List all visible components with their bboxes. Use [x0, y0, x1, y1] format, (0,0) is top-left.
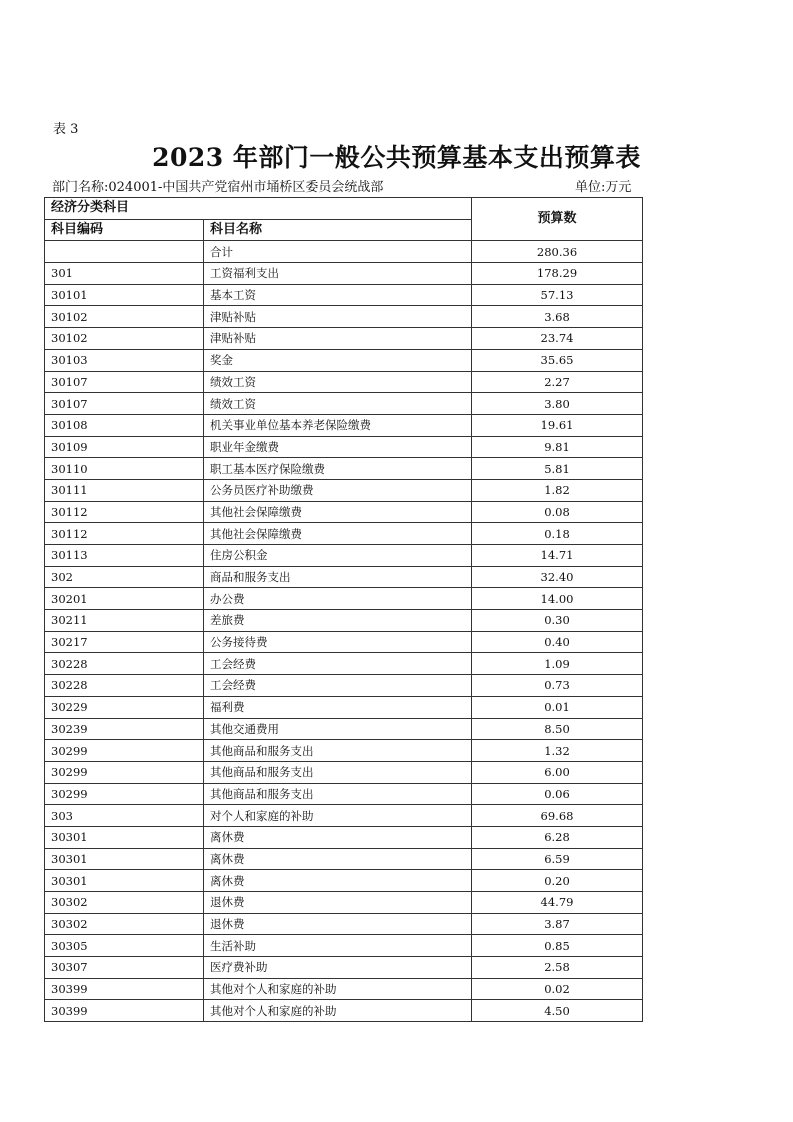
- code-cell: 30299: [45, 761, 204, 783]
- table-row: [45, 913, 643, 935]
- table-row: [45, 328, 643, 350]
- name-cell: 其他商品和服务支出: [204, 740, 472, 762]
- code-cell: 30107: [45, 371, 204, 393]
- table-row: [45, 892, 643, 914]
- code-column-header: 科目编码: [45, 219, 204, 241]
- table-row: [45, 306, 643, 328]
- name-cell: 其他商品和服务支出: [204, 761, 472, 783]
- table-row: [45, 349, 643, 371]
- name-cell: 绩效工资: [204, 371, 472, 393]
- name-cell: 职业年金缴费: [204, 436, 472, 458]
- name-cell: 职工基本医疗保险缴费: [204, 458, 472, 480]
- amount-cell: 0.40: [472, 631, 643, 653]
- name-column-header: 科目名称: [204, 219, 472, 241]
- code-cell: 30399: [45, 978, 204, 1000]
- table-row: [45, 523, 643, 545]
- table-row: [45, 826, 643, 848]
- code-cell: 30107: [45, 393, 204, 415]
- amount-cell: 280.36: [472, 241, 643, 263]
- table-row: [45, 479, 643, 501]
- amount-cell: 35.65: [472, 349, 643, 371]
- amount-cell: 8.50: [472, 718, 643, 740]
- table-row: [45, 783, 643, 805]
- table-row: [45, 653, 643, 675]
- name-cell: 绩效工资: [204, 393, 472, 415]
- name-cell: 工资福利支出: [204, 263, 472, 285]
- amount-cell: 0.01: [472, 696, 643, 718]
- amount-cell: 2.58: [472, 957, 643, 979]
- name-cell: 离休费: [204, 826, 472, 848]
- code-cell: 301: [45, 263, 204, 285]
- amount-cell: 14.71: [472, 545, 643, 567]
- name-cell: 退休费: [204, 892, 472, 914]
- table-row: [45, 458, 643, 480]
- table-row: [45, 957, 643, 979]
- table-row: [45, 263, 643, 285]
- code-cell: 30299: [45, 783, 204, 805]
- code-cell: 30228: [45, 675, 204, 697]
- unit-label: 单位:万元: [575, 180, 632, 195]
- name-cell: 离休费: [204, 848, 472, 870]
- page-title: 2023 年部门一般公共预算基本支出预算表: [152, 143, 641, 172]
- amount-cell: 3.87: [472, 913, 643, 935]
- amount-cell: 5.81: [472, 458, 643, 480]
- table-row: [45, 718, 643, 740]
- name-cell: 津贴补贴: [204, 306, 472, 328]
- code-cell: 30102: [45, 328, 204, 350]
- table-row: [45, 870, 643, 892]
- code-cell: 30229: [45, 696, 204, 718]
- amount-cell: 9.81: [472, 436, 643, 458]
- code-cell: 30217: [45, 631, 204, 653]
- code-cell: 30301: [45, 870, 204, 892]
- amount-cell: 6.59: [472, 848, 643, 870]
- amount-cell: 57.13: [472, 284, 643, 306]
- amount-cell: 3.80: [472, 393, 643, 415]
- amount-cell: 0.06: [472, 783, 643, 805]
- amount-cell: 0.08: [472, 501, 643, 523]
- code-cell: 30228: [45, 653, 204, 675]
- amount-cell: 14.00: [472, 588, 643, 610]
- code-cell: 30113: [45, 545, 204, 567]
- table-row: [45, 393, 643, 415]
- amount-cell: 6.00: [472, 761, 643, 783]
- code-cell: 30102: [45, 306, 204, 328]
- name-cell: 其他商品和服务支出: [204, 783, 472, 805]
- name-cell: 对个人和家庭的补助: [204, 805, 472, 827]
- table-row: [45, 414, 643, 436]
- table-row: [45, 284, 643, 306]
- table-row: [45, 566, 643, 588]
- table-row: [45, 241, 643, 263]
- amount-cell: 32.40: [472, 566, 643, 588]
- code-cell: 30109: [45, 436, 204, 458]
- code-cell: 30301: [45, 826, 204, 848]
- code-cell: 30239: [45, 718, 204, 740]
- amount-cell: 0.30: [472, 610, 643, 632]
- table-row: [45, 805, 643, 827]
- table-row: [45, 631, 643, 653]
- name-cell: 其他对个人和家庭的补助: [204, 1000, 472, 1022]
- code-cell: 30108: [45, 414, 204, 436]
- code-cell: 30211: [45, 610, 204, 632]
- name-cell: 津贴补贴: [204, 328, 472, 350]
- code-cell: 30101: [45, 284, 204, 306]
- table-row: [45, 675, 643, 697]
- table-row: [45, 371, 643, 393]
- amount-cell: 0.85: [472, 935, 643, 957]
- amount-cell: 3.68: [472, 306, 643, 328]
- table-header: [45, 198, 643, 241]
- amount-cell: 6.28: [472, 826, 643, 848]
- amount-cell: 0.02: [472, 978, 643, 1000]
- name-cell: 奖金: [204, 349, 472, 371]
- name-cell: 基本工资: [204, 284, 472, 306]
- table-body: [45, 241, 643, 1022]
- name-cell: 办公费: [204, 588, 472, 610]
- table-row: [45, 935, 643, 957]
- table-row: [45, 588, 643, 610]
- code-cell: 30103: [45, 349, 204, 371]
- name-cell: 工会经费: [204, 675, 472, 697]
- table-row: [45, 740, 643, 762]
- name-cell: 工会经费: [204, 653, 472, 675]
- name-cell: 差旅费: [204, 610, 472, 632]
- amount-cell: 23.74: [472, 328, 643, 350]
- amount-column-header: 预算数: [472, 198, 643, 241]
- name-cell: 其他对个人和家庭的补助: [204, 978, 472, 1000]
- code-cell: 30399: [45, 1000, 204, 1022]
- table-row: [45, 501, 643, 523]
- name-cell: 医疗费补助: [204, 957, 472, 979]
- name-cell: 公务接待费: [204, 631, 472, 653]
- amount-cell: 0.73: [472, 675, 643, 697]
- table-row: [45, 978, 643, 1000]
- name-cell: 住房公积金: [204, 545, 472, 567]
- economic-classification-header: 经济分类科目: [45, 198, 472, 220]
- name-cell: 生活补助: [204, 935, 472, 957]
- table-row: [45, 696, 643, 718]
- code-cell: [45, 241, 204, 263]
- table-row: [45, 545, 643, 567]
- code-cell: 302: [45, 566, 204, 588]
- code-cell: 30307: [45, 957, 204, 979]
- name-cell: 合计: [204, 241, 472, 263]
- amount-cell: 1.09: [472, 653, 643, 675]
- amount-cell: 1.32: [472, 740, 643, 762]
- table-row: [45, 610, 643, 632]
- table-row: [45, 436, 643, 458]
- name-cell: 公务员医疗补助缴费: [204, 479, 472, 501]
- amount-cell: 1.82: [472, 479, 643, 501]
- amount-cell: 19.61: [472, 414, 643, 436]
- name-cell: 福利费: [204, 696, 472, 718]
- code-cell: 30201: [45, 588, 204, 610]
- table-row: [45, 761, 643, 783]
- code-cell: 30299: [45, 740, 204, 762]
- department-name: 部门名称:024001-中国共产党宿州市埇桥区委员会统战部: [52, 180, 384, 195]
- name-cell: 其他交通费用: [204, 718, 472, 740]
- code-cell: 30111: [45, 479, 204, 501]
- name-cell: 其他社会保障缴费: [204, 501, 472, 523]
- code-cell: 303: [45, 805, 204, 827]
- name-cell: 离休费: [204, 870, 472, 892]
- name-cell: 其他社会保障缴费: [204, 523, 472, 545]
- table-number-label: 表 3: [53, 122, 79, 137]
- code-cell: 30110: [45, 458, 204, 480]
- amount-cell: 2.27: [472, 371, 643, 393]
- budget-table: [44, 197, 643, 1022]
- amount-cell: 44.79: [472, 892, 643, 914]
- table-row: [45, 1000, 643, 1022]
- amount-cell: 4.50: [472, 1000, 643, 1022]
- name-cell: 机关事业单位基本养老保险缴费: [204, 414, 472, 436]
- code-cell: 30301: [45, 848, 204, 870]
- amount-cell: 178.29: [472, 263, 643, 285]
- code-cell: 30112: [45, 501, 204, 523]
- code-cell: 30302: [45, 892, 204, 914]
- amount-cell: 69.68: [472, 805, 643, 827]
- code-cell: 30302: [45, 913, 204, 935]
- name-cell: 退休费: [204, 913, 472, 935]
- code-cell: 30305: [45, 935, 204, 957]
- amount-cell: 0.18: [472, 523, 643, 545]
- amount-cell: 0.20: [472, 870, 643, 892]
- code-cell: 30112: [45, 523, 204, 545]
- name-cell: 商品和服务支出: [204, 566, 472, 588]
- table-row: [45, 848, 643, 870]
